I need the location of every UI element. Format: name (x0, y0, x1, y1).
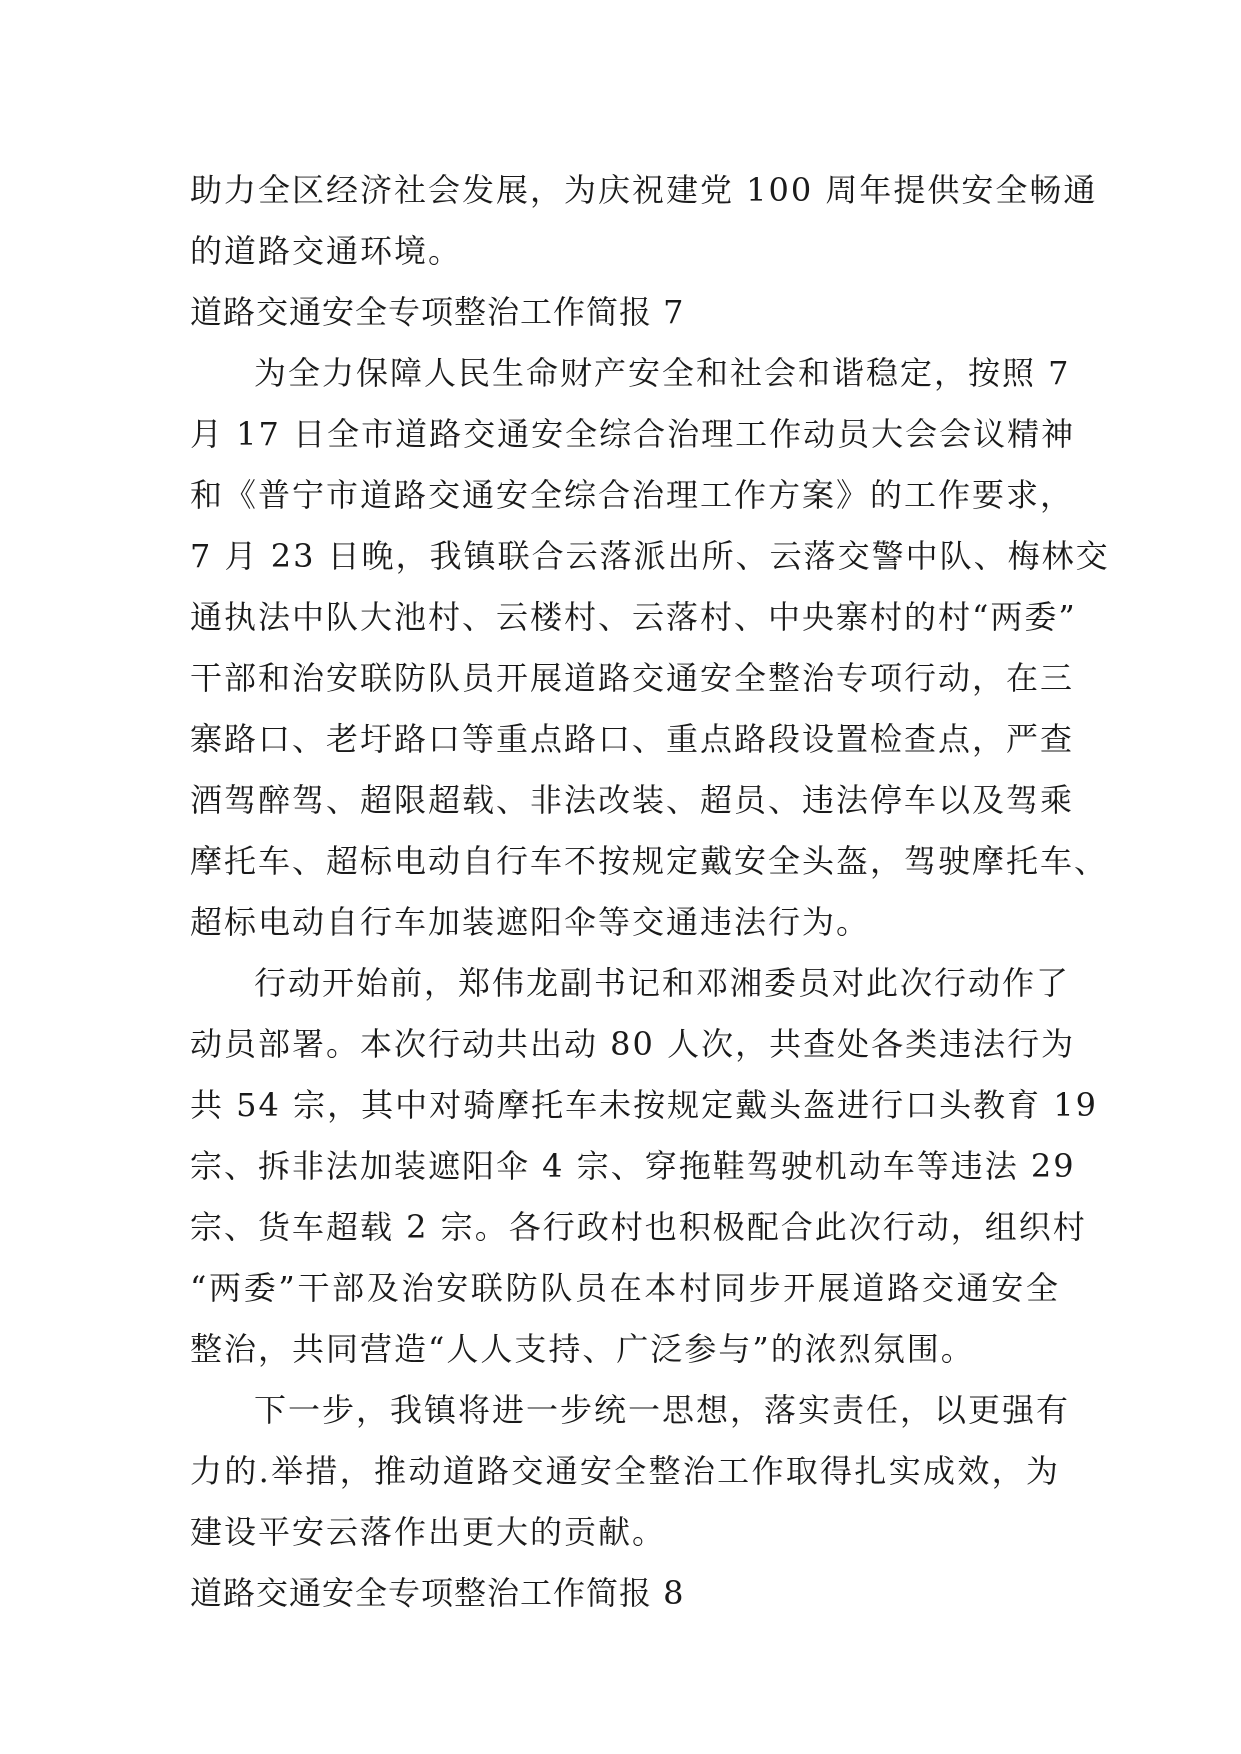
paragraph-line: 力的.举措，推动道路交通安全整治工作取得扎实成效，为 (190, 1452, 1060, 1490)
paragraph-line: 月 17 日全市道路交通安全综合治理工作动员大会会议精神 (190, 415, 1076, 453)
paragraph-line: 为全力保障人民生命财产安全和社会和谐稳定，按照 7 (254, 354, 1071, 392)
paragraph-line: 的道路交通环境。 (190, 232, 463, 270)
paragraph-line: 行动开始前，郑伟龙副书记和邓湘委员对此次行动作了 (254, 964, 1071, 1002)
paragraph-line: “两委”干部及治安联防队员在本村同步开展道路交通安全 (190, 1269, 1060, 1307)
paragraph-line: 7 月 23 日晚，我镇联合云落派出所、云落交警中队、梅林交 (190, 537, 1110, 575)
paragraph-line: 宗、货车超载 2 宗。各行政村也积极配合此次行动，组织村 (190, 1208, 1087, 1246)
paragraph-line: 酒驾醉驾、超限超载、非法改装、超员、违法停车以及驾乘 (190, 781, 1075, 819)
document-page (190, 160, 1110, 1624)
paragraph-line: 建设平安云落作出更大的贡献。 (190, 1513, 667, 1551)
paragraph-line: 和《普宁市道路交通安全综合治理工作方案》的工作要求， (190, 476, 1075, 514)
paragraph-line: 超标电动自行车加装遮阳伞等交通违法行为。 (190, 903, 871, 941)
paragraph-line: 干部和治安联防队员开展道路交通安全整治专项行动，在三 (190, 659, 1075, 697)
paragraph-line: 助力全区经济社会发展，为庆祝建党 100 周年提供安全畅通 (190, 171, 1098, 209)
paragraph-line: 动员部署。本次行动共出动 80 人次，共查处各类违法行为 (190, 1025, 1076, 1063)
paragraph-line: 共 54 宗，其中对骑摩托车未按规定戴头盔进行口头教育 19 (190, 1086, 1098, 1124)
paragraph-line: 下一步，我镇将进一步统一思想，落实责任，以更强有 (254, 1391, 1071, 1429)
paragraph-line: 整治，共同营造“人人支持、广泛参与”的浓烈氛围。 (190, 1330, 975, 1368)
paragraph-line: 寨路口、老圩路口等重点路口、重点路段设置检查点，严查 (190, 720, 1075, 758)
paragraph-line: 摩托车、超标电动自行车不按规定戴安全头盔，驾驶摩托车、 (190, 842, 1109, 880)
section-heading: 道路交通安全专项整治工作简报 8 (190, 1574, 685, 1612)
paragraph-line: 宗、拆非法加装遮阳伞 4 宗、穿拖鞋驾驶机动车等违法 29 (190, 1147, 1076, 1185)
section-heading: 道路交通安全专项整治工作简报 7 (190, 293, 685, 331)
paragraph-line: 通执法中队大池村、云楼村、云落村、中央寨村的村“两委” (190, 598, 1077, 636)
